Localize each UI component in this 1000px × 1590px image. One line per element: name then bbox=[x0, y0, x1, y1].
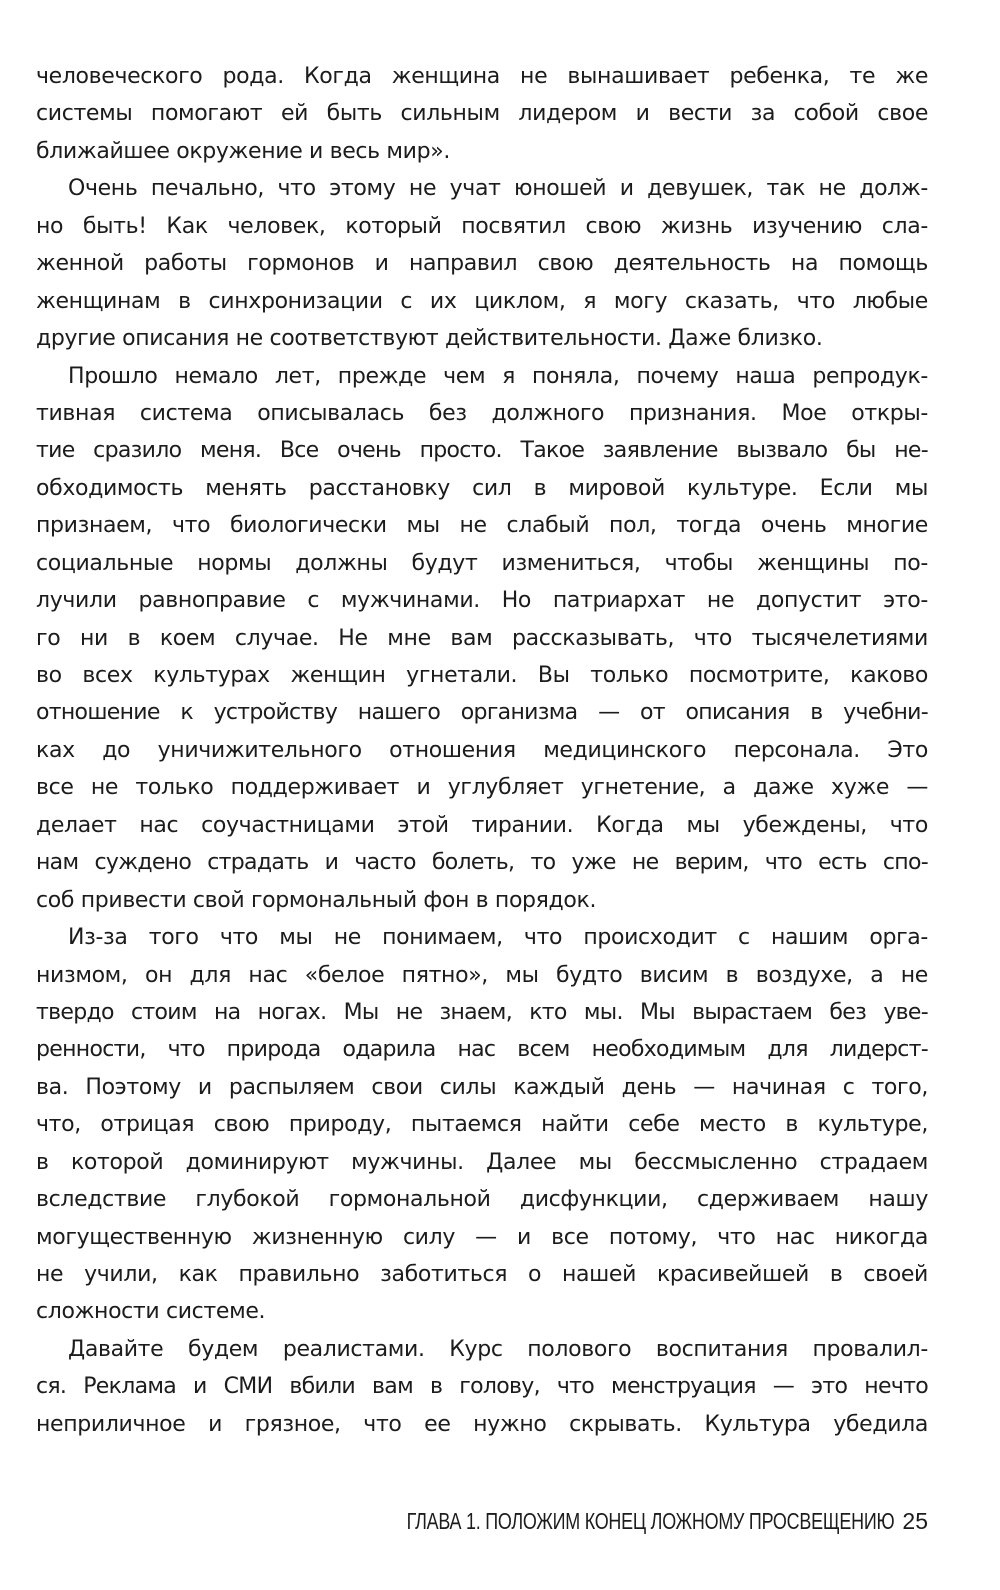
text-line: лучили равноправие с мужчинами. Но патриархат не допустит это- bbox=[36, 588, 928, 614]
text-line: женной работы гормонов и направил свою деятельность на помощь bbox=[36, 251, 928, 277]
text-line: социальные нормы должны будут измениться, чтобы женщины по- bbox=[36, 550, 928, 576]
text-line: женщинам в синхронизации с их циклом, я могу сказать, что любые bbox=[36, 288, 928, 314]
paragraph-2 bbox=[36, 170, 928, 357]
text-line: делает нас соучастницами этой тирании. Когда мы убеждены, что bbox=[36, 812, 928, 838]
text-line: Очень печально, что этому не учат юношей и девушек, так не долж- bbox=[68, 176, 928, 202]
text-line: тивная система описывалась без должного признания. Мое откры- bbox=[36, 400, 928, 426]
text-line: могущественную жизненную силу — и все потому, что нас никогда bbox=[36, 1224, 928, 1250]
text-line: человеческого рода. Когда женщина не вынашивает ребенка, те же bbox=[36, 64, 928, 89]
text-line: не учили, как правильно заботиться о нашей красивейшей в своей bbox=[36, 1262, 928, 1287]
text-line: твердо стоим на ногах. Мы не знаем, кто мы. Мы вырастаем без уве- bbox=[36, 999, 928, 1025]
text-line: ближайшее окружение и весь мир». bbox=[36, 138, 450, 164]
text-line: вследствие глубокой гормональной дисфункции, сдерживаем нашу bbox=[36, 1187, 928, 1213]
text-line: ках до уничижительного отношения медицинского персонала. Это bbox=[36, 737, 928, 763]
page-footer bbox=[36, 1508, 928, 1544]
text-line: системы помогают ей быть сильным лидером и вести за собой свое bbox=[36, 101, 928, 127]
text-line: низмом, он для нас «белое пятно», мы будто висим в воздухе, а не bbox=[36, 962, 928, 988]
text-line: ва. Поэтому и распыляем свои силы каждый день — начиная с того, bbox=[36, 1074, 928, 1100]
text-line: ренности, что природа одарила нас всем необходимым для лидерст- bbox=[36, 1037, 928, 1063]
paragraph-3 bbox=[36, 358, 928, 920]
text-line: нам суждено страдать и часто болеть, то уже не верим, что есть спо- bbox=[36, 850, 928, 876]
text-line: но быть! Как человек, который посвятил свою жизнь изучению сла- bbox=[36, 213, 928, 239]
text-line: ся. Реклама и СМИ вбили вам в голову, что менструация — это нечто bbox=[36, 1374, 928, 1400]
text-line: в которой доминируют мужчины. Далее мы бессмысленно страдаем bbox=[36, 1149, 928, 1175]
text-line: Прошло немало лет, прежде чем я поняла, почему наша репродук- bbox=[68, 363, 928, 389]
text-line: все не только поддерживает и углубляет угнетение, а даже хуже — bbox=[36, 775, 928, 801]
body-text bbox=[36, 58, 928, 1443]
paragraph-1 bbox=[36, 58, 928, 170]
text-line: отношение к устройству нашего организма — от описания в учебни- bbox=[36, 700, 928, 726]
text-line: го ни в коем случае. Не мне вам рассказывать, что тысячелетиями bbox=[36, 625, 928, 651]
text-line: Из-за того что мы не понимаем, что происходит с нашим орга- bbox=[68, 925, 928, 951]
text-line: во всех культурах женщин угнетали. Вы только посмотрите, каково bbox=[36, 663, 928, 688]
text-line: признаем, что биологически мы не слабый пол, тогда очень многие bbox=[36, 513, 928, 539]
text-line: тие сразило меня. Все очень просто. Такое заявление вызвало бы не- bbox=[36, 438, 928, 464]
paragraph-4 bbox=[36, 919, 928, 1331]
paragraph-5 bbox=[36, 1331, 928, 1443]
text-line: Давайте будем реалистами. Курс полового воспитания провалил- bbox=[68, 1336, 928, 1362]
text-line: что, отрицая свою природу, пытаемся найти себе место в культуре, bbox=[36, 1112, 928, 1138]
text-line: соб привести свой гормональный фон в порядок. bbox=[36, 887, 597, 913]
running-head: ГЛАВА 1. ПОЛОЖИМ КОНЕЦ ЛОЖНОМУ ПРОСВЕЩЕНИЮ bbox=[406, 1508, 894, 1534]
page-number: 25 bbox=[902, 1508, 928, 1534]
text-line: другие описания не соответствуют действительности. Даже близко. bbox=[36, 326, 823, 352]
text-line: неприличное и грязное, что ее нужно скрывать. Культура убедила bbox=[36, 1411, 928, 1437]
text-line: обходимость менять расстановку сил в мировой культуре. Если мы bbox=[36, 475, 928, 501]
text-line: сложности системе. bbox=[36, 1299, 266, 1325]
